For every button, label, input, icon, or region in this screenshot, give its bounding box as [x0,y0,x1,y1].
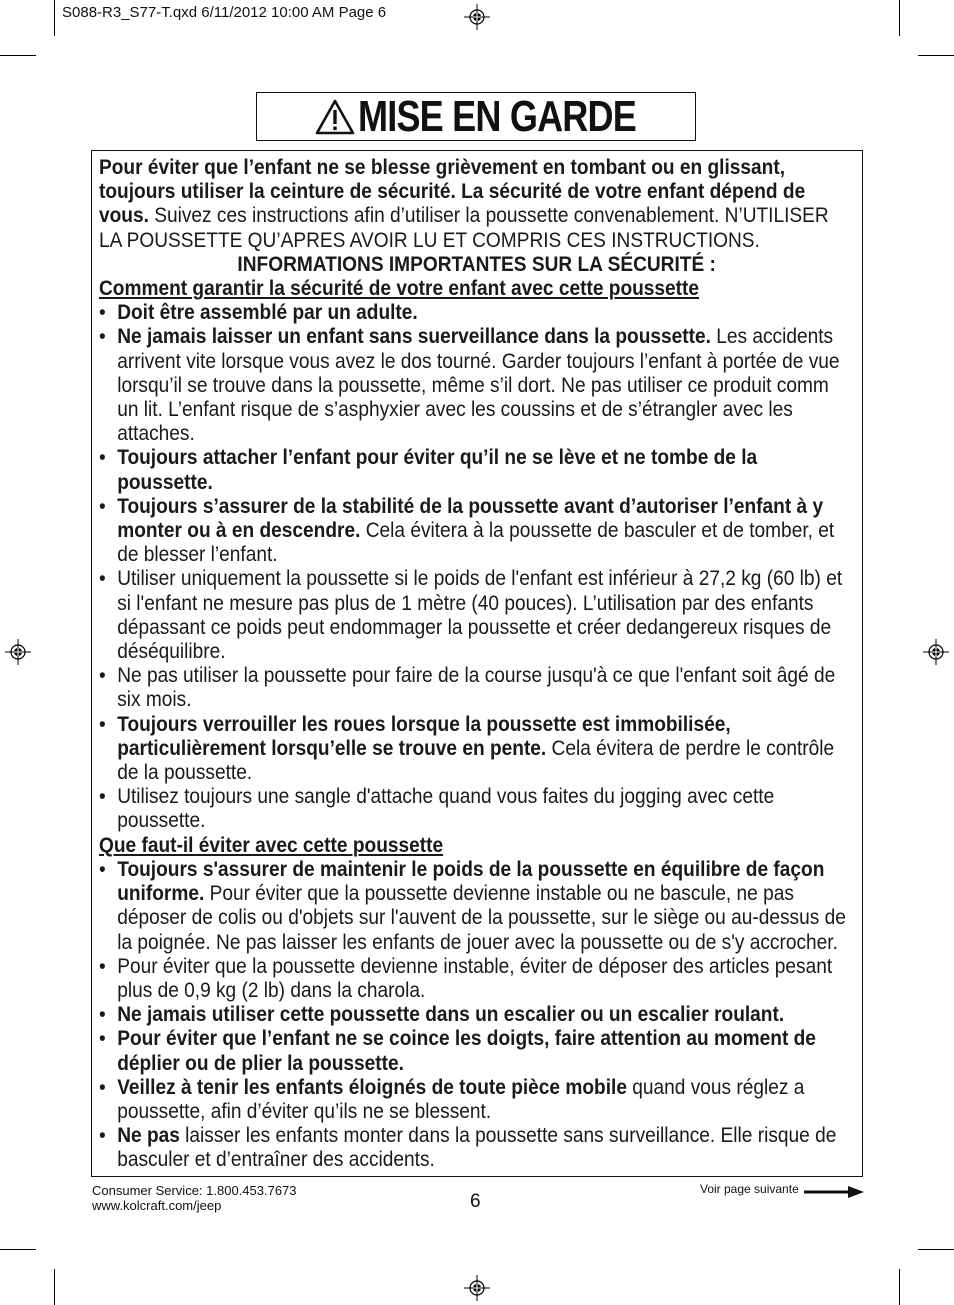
info-heading: INFORMATIONS IMPORTANTES SUR LA SÉCURITÉ : [237,252,716,276]
bullet-item [99,1124,854,1172]
warning-triangle-icon [315,99,355,135]
bullet-icon: • [99,712,106,736]
bullet-bold-text: Pour éviter que l’enfant ne se coince les doigts, faire attention au moment de déplier ou de plier la poussette. [117,1027,816,1075]
bullet-text: quand vous réglez a poussette, afin d’éviter qu’ils ne se blessent. [117,1075,805,1123]
registration-mark-icon [464,4,490,30]
intro-bold: Pour éviter que l’enfant ne se blesse grièvement en tombant ou en glissant, toujours utiliser la ceinture de sécurité. La sécurité de votre enfant dépend de vous. [99,156,806,228]
section-heading-safety: Comment garantir la sécurité de votre enfant avec cette poussette [99,277,700,301]
bullet-item [99,495,854,568]
footer-contact [92,1183,297,1213]
warning-content-box [91,150,863,1177]
bullet-text: Pour éviter que la poussette devienne instable, éviter de déposer des articles pesant plus de 0,9 kg (2 lb) dans la charola. [117,954,833,1002]
arrow-right-icon [804,1186,864,1198]
website-link[interactable]: www.kolcraft.com/jeep [92,1198,222,1213]
bullet-item [99,567,854,664]
bullet-icon: • [99,325,106,349]
bullet-item [99,446,854,494]
page-number: 6 [470,1191,481,1212]
bullet-bold-text: Ne jamais utiliser cette poussette dans un escalier ou un escalier roulant. [117,1003,785,1027]
crop-mark [918,1249,954,1250]
bullet-item [99,1076,854,1124]
bullet-bold-text: Ne jamais laisser un enfant sans suerveillance dans la poussette. [117,325,711,349]
bullet-text: Cela évitera de perdre le contrôle de la poussette. [117,736,835,785]
bullet-icon: • [99,1027,106,1051]
bullet-icon: • [99,494,106,518]
crop-mark [54,0,55,36]
bullet-icon: • [99,301,106,325]
warning-content [99,156,854,1173]
bullet-item [99,713,854,786]
section-heading-avoid: Que faut-il éviter avec cette poussette [99,833,444,857]
bullet-icon: • [99,1075,106,1099]
bullet-icon: • [99,857,106,881]
slug-line: S088-R3_S77-T.qxd 6/11/2012 10:00 AM Page 6 [62,4,387,21]
bullet-bold-text: Veillez à tenir les enfants éloignés de toute pièce mobile [117,1075,627,1099]
bullet-item [99,858,854,955]
bullet-icon: • [99,446,106,470]
bullet-item [99,664,854,712]
bullet-item [99,785,854,833]
bullet-bold-text: Toujours s'assurer de maintenir le poids de la poussette en équilibre de façon uniforme. [117,857,825,906]
bullet-item [99,955,854,1003]
bullet-icon: • [99,567,106,591]
bullet-item [99,325,854,446]
crop-mark [0,1249,36,1250]
bullet-text: Cela évitera à la poussette de basculer et de tomber, et de blesser l’enfant. [117,519,835,567]
crop-mark [899,1269,900,1305]
intro-paragraph [99,156,854,253]
crop-mark [54,1269,55,1305]
consumer-service: Consumer Service: 1.800.453.7673 [92,1183,297,1198]
bullet-item [99,1003,854,1027]
bullet-item [99,1027,854,1075]
bullet-item [99,301,854,325]
next-page-label: Voir page suivante [700,1182,799,1196]
bullet-text: Les accidents arrivent vite lorsque vous avez le dos tourné. Garder toujours l’enfant à portée de vue lorsqu’il se trouve dans la poussette, même s’il dort. Ne pas utiliser ce produit comm un lit. L’enfant risque de s’asphyxier avec les coussins et de s’étrangler avec les attaches. [117,325,840,446]
bullet-bold-text: Toujours s’assurer de la stabilité de la poussette avant d’autoriser l’enfant à y monter ou à en descendre. [117,494,824,543]
intro-text: Suivez ces instructions afin d’utiliser la poussette convenablement. N’UTILISER LA POUSSETTE QU’APRES AVOIR LU ET COMPRIS CES INSTRUCTIONS. [99,204,829,252]
page-title: MISE EN GARDE [357,91,636,141]
bullet-icon: • [99,954,106,978]
crop-mark [0,55,36,56]
bullet-text: Utiliser uniquement la poussette si le poids de l'enfant est inférieur à 27,2 kg (60 lb) et si l'enfant ne mesure pas plus de 1 mètre (40 pouces). L’utilisation par des enfants dépassant ce poids peut endommager la poussette et créer dedangereux risques de déséquilibre. [117,567,843,664]
section-list-safety [99,301,854,833]
warning-title-box [256,92,696,141]
bullet-bold-text: Doit être assemblé par un adulte. [117,301,418,325]
section-list-avoid [99,858,854,1173]
bullet-icon: • [99,1003,106,1027]
crop-mark [918,55,954,56]
crop-mark [899,0,900,36]
bullet-text: laisser les enfants monter dans la poussette sans surveillance. Elle risque de basculer et d’entraîner des accidents. [117,1124,837,1172]
registration-mark-icon [464,1275,490,1301]
bullet-bold-text: Toujours verrouiller les roues lorsque la poussette est immobilisée, particulièrement lorsqu’elle se trouve en pente. [117,712,731,760]
bullet-text: Ne pas utiliser la poussette pour faire de la course jusqu'à ce que l'enfant soit âgé de six mois. [117,664,836,712]
bullet-text: Pour éviter que la poussette devienne instable ou ne bascule, ne pas déposer de colis ou d'objets sur l'auvent de la poussette, sur le siège ou au-dessus de la poignée. Ne pas laisser les enfants de jouer avec la poussette ou de s'y accrocher. [117,882,846,954]
registration-mark-icon [5,639,31,665]
bullet-bold-text: Ne pas [117,1124,180,1148]
bullet-icon: • [99,785,106,809]
registration-mark-icon [923,639,949,665]
bullet-text: Utilisez toujours une sangle d'attache quand vous faites du jogging avec cette poussette. [117,785,775,833]
bullet-icon: • [99,1124,106,1148]
bullet-icon: • [99,664,106,688]
bullet-bold-text: Toujours attacher l’enfant pour éviter qu’il ne se lève et ne tombe de la poussette. [117,446,758,494]
